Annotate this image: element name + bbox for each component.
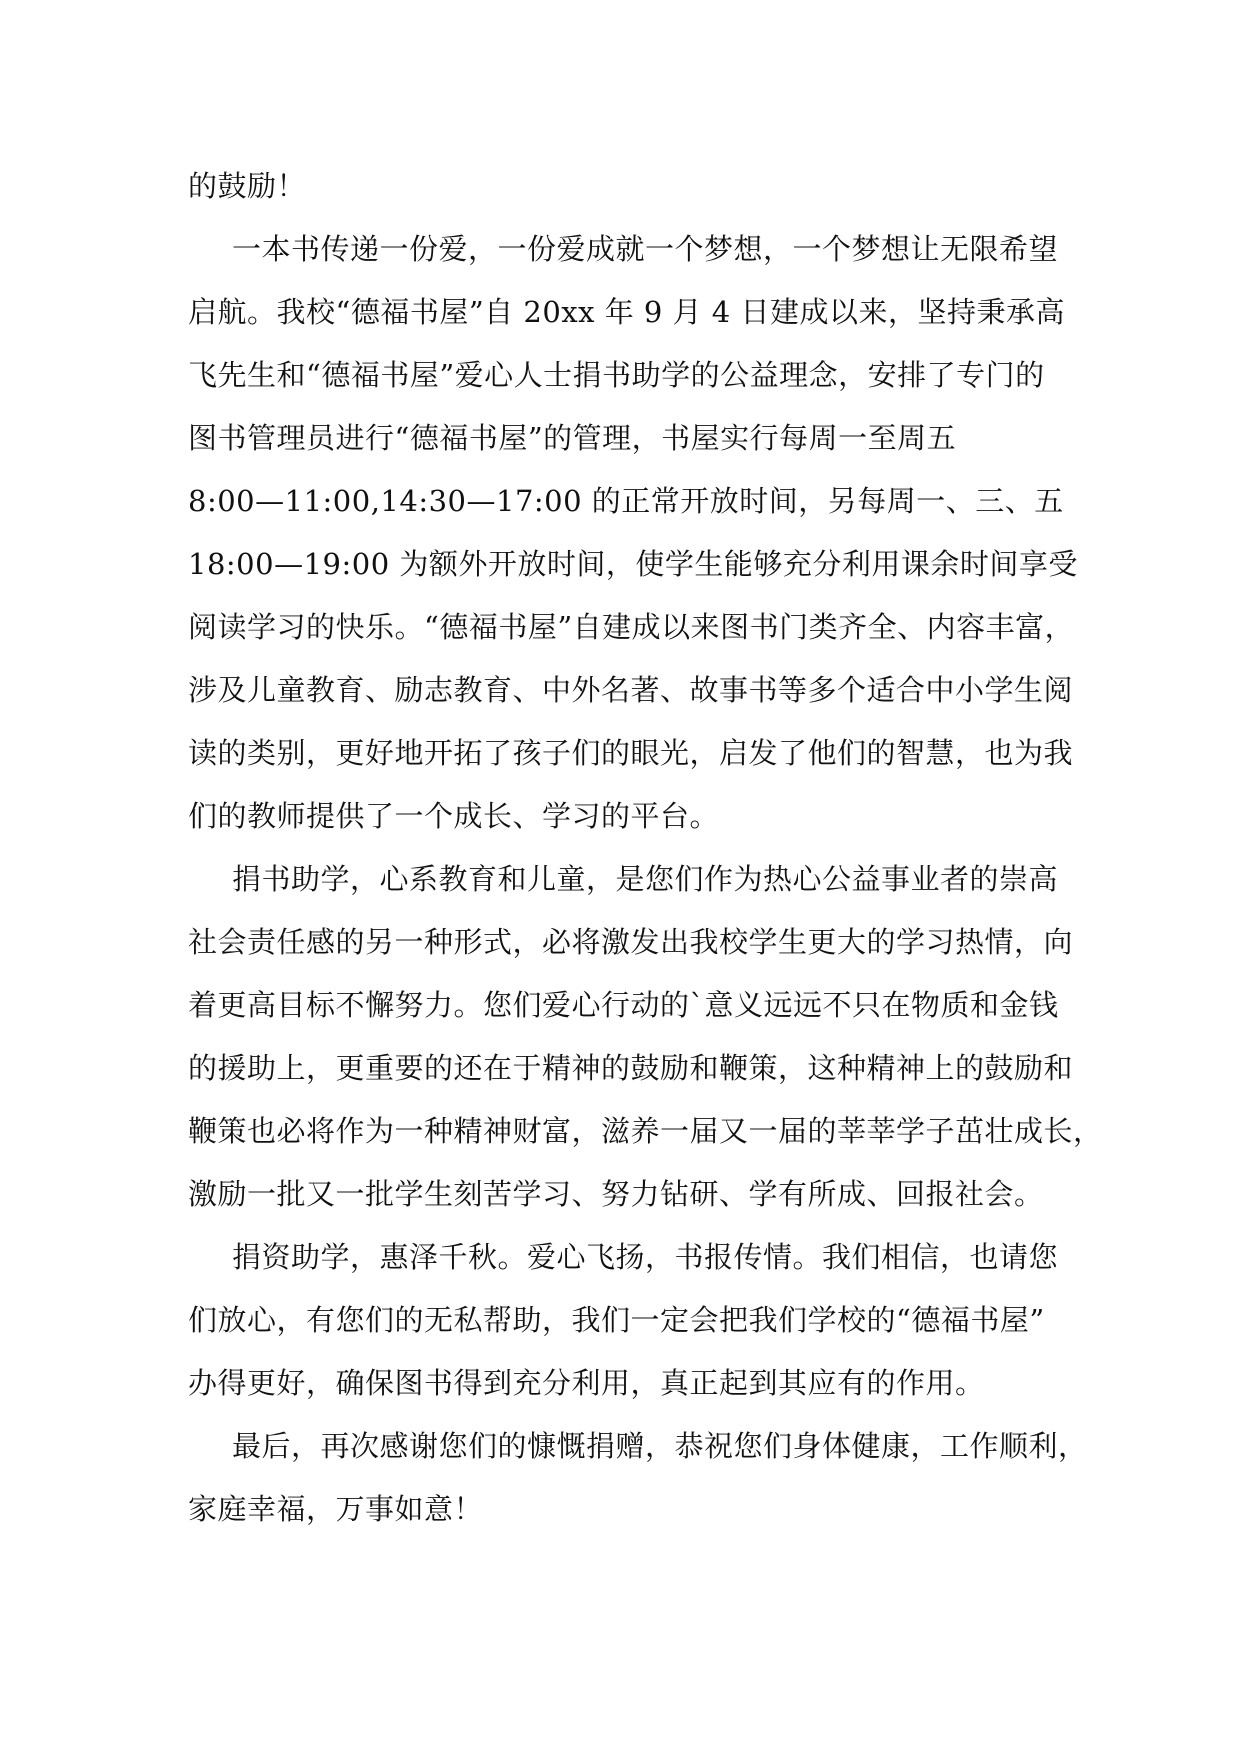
text-line-8: 阅读学习的快乐。“德福书屋”自建成以来图书门类齐全、内容丰富， [188, 610, 1075, 644]
text-line-5: 图书管理员进行“德福书屋”的管理，书屋实行每周一至周五 [188, 421, 957, 455]
text-line-22: 家庭幸福，万事如意！ [188, 1492, 484, 1526]
text-line-1: 的鼓励！ [188, 169, 307, 203]
text-line-6: 8:00—11:00,14:30—17:00 的正常开放时间，另每周一、三、五 [188, 484, 1064, 518]
text-line-19: 们放心，有您们的无私帮助，我们一定会把我们学校的“德福书屋” [188, 1303, 1045, 1337]
text-line-2: 一本书传递一份爱，一份爱成就一个梦想，一个梦想让无限希望 [232, 232, 1059, 266]
text-line-12: 捐书助学，心系教育和儿童，是您们作为热心公益事业者的崇高 [232, 862, 1059, 896]
text-line-21: 最后，再次感谢您们的慷慨捐赠，恭祝您们身体健康，工作顺利， [232, 1429, 1088, 1463]
text-line-11: 们的教师提供了一个成长、学习的平台。 [188, 799, 720, 833]
text-line-4: 飞先生和“德福书屋”爱心人士捐书助学的公益理念，安排了专门的 [188, 358, 1045, 392]
text-line-18: 捐资助学，惠泽千秋。爱心飞扬，书报传情。我们相信，也请您 [232, 1240, 1059, 1274]
letter-body [188, 155, 1103, 1541]
text-line-17: 激励一批又一批学生刻苦学习、努力钻研、学有所成、回报社会。 [188, 1177, 1044, 1211]
text-line-9: 涉及儿童教育、励志教育、中外名著、故事书等多个适合中小学生阅 [188, 673, 1074, 707]
text-line-20: 办得更好，确保图书得到充分利用，真正起到其应有的作用。 [188, 1366, 985, 1400]
text-line-7: 18:00—19:00 为额外开放时间，使学生能够充分利用课余时间享受 [188, 547, 1078, 581]
text-line-10: 读的类别，更好地开拓了孩子们的眼光，启发了他们的智慧，也为我 [188, 736, 1074, 770]
text-line-3: 启航。我校“德福书屋”自 20xx 年 9 月 4 日建成以来，坚持秉承高 [188, 295, 1065, 329]
text-line-14: 着更高目标不懈努力。您们爱心行动的`意义远远不只在物质和金钱 [188, 988, 1059, 1022]
text-line-13: 社会责任感的另一种形式，必将激发出我校学生更大的学习热情，向 [188, 925, 1074, 959]
text-line-15: 的援助上，更重要的还在于精神的鼓励和鞭策，这种精神上的鼓励和 [188, 1051, 1074, 1085]
text-line-16: 鞭策也必将作为一种精神财富，滋养一届又一届的莘莘学子茁壮成长， [188, 1114, 1103, 1148]
